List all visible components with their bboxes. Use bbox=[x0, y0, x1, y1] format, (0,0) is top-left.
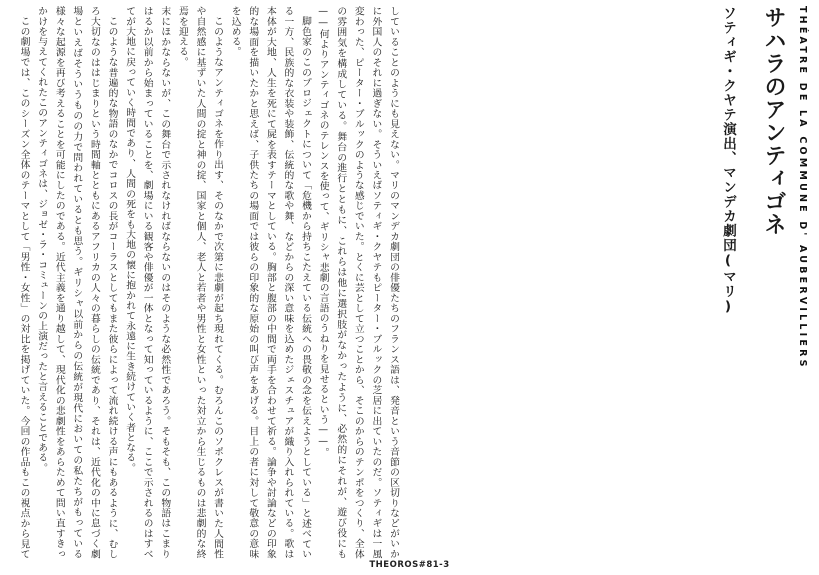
paragraph: していることのようにも見えない。マリのマンデカ劇団の俳優たちのフランス語は、発音という音節の区切りなどがいかに外国人のそれに過ぎない。そういえばソティギ・クヤテもピーター・ブルックの芝居に出ていたのだ。ソティギは一風変わった、ピーター・ブルックのような感じでいた。とくに芸として立つことから、そこのからのテンポをつくり、全体の雰囲気を構成している。舞台の進行とともに、これらは他に選択肢がなかったように、必然的にそれが、遊び役にも——何よりアンティゴネのテレンスを使って、ギリシャ悲劇の言語のうねりを見せるという——。 bbox=[317, 6, 399, 559]
article-title: サハラのアンティゴネ bbox=[761, 6, 786, 236]
page-gutter bbox=[408, 10, 418, 550]
article-right-page bbox=[426, 6, 788, 559]
paragraph: 末にほかならないが、この舞台で示されなければならないのはそのような必然性であろう。そもそも、この物語はこまりはるか以前から始まっていることを、劇場にいる観客や俳優が一体となって知っているように、ここで示されるのはすべてが大地に戻っていく時間であり、人間の死をも大地の懐に抱かれて永遠に生き続けていく者となる。 bbox=[124, 6, 171, 559]
paragraph: このような普遍的な物語のなかでコロスの長がコーラスとしてもまた彼らによって流れ続ける声にもあるように、むしろ大切なのははじまりという時間軸とともにあるアフリカの人々の暮らしの伝統であり、それは、近代化の中に息づく劇場といえばそういうものの力で問われているとも思う。ギリシャ以前からの伝統が現代においての私たちがもっている様々な起源を再び考えることを可能にしたのである。近代主義を通り越して、現代化の悲劇性をあらためて問い直すきっかけを与えてくれたこのアンティゴネは、ジョゼ・ラ・コミューンの上演だったと言えることである。 bbox=[36, 6, 118, 559]
article-subtitle: ソティギ・クヤテ演出、マンデカ劇団(マリ) bbox=[720, 6, 736, 316]
article-left-page bbox=[14, 6, 402, 559]
paragraph: このようなアンティゴネを作り出す、そのなかで次第に悲劇が起ち現れてくる。むろんこのソポクレスが書いた人間性や自然感に基ずいた人間の掟と神の掟、国家と個人、老人と若者や男性と女性といった対立から生じるものは悲劇的な終焉を迎える。 bbox=[176, 6, 224, 559]
title-block bbox=[426, 6, 788, 555]
page-footer: THEOROS#81-3 bbox=[369, 560, 450, 570]
theatre-name-text: THÉATRE DE LA COMMUNE D' AUBERVILLIERS bbox=[797, 6, 808, 370]
paragraph: 脚色家のこのプロジェクトについて「危機から持ちこたえている伝統への畏敬の念を伝えようとしている」と述べている一方、民族的な衣装や装飾、伝統的な歌や舞、などからの深い意味を込めたジェスチュアが織り入れられている。歌は本体が大地、人生を死にて屍を表すテーマとしている。胸部と腹部の中間で両手を合わせて祈る。論争や討論などの印象的な場面を描いたかと思えば、子供たちの場面では彼らの印象的な原始の叫び声をあげる。目上の者に対して敬意の意味を込める。 bbox=[229, 6, 312, 559]
article-author bbox=[426, 6, 716, 555]
paragraph: この劇場では、このシーズン全体のテーマとして「男性・女性」の対比を掲げていた。今回の作品もこの視点から見て bbox=[18, 15, 30, 559]
